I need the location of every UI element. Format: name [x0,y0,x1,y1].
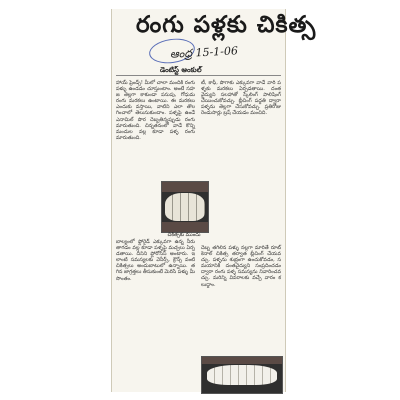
teeth-photo-after [201,356,283,394]
newspaper-clipping [111,9,317,392]
figure-caption: చికిత్సకు ముందు [167,232,201,238]
article-byline: డెంటిస్ట్ ఆంకుల్ [160,66,202,74]
body-column-lower-right: దెబ్బ తగిలిన పళ్ళు నల్లగా మారితే రూట్ కెనాల్ చికిత్స తర్వాత బ్లీచింగ్ చేయవచ్చు. పళ్ళను శుభ్రంగా ఉంచుకోవడం, సమయానికి దంతవైద్యుని సంప్రదించడం ద్వారా రంగు పళ్ళ సమస్యను నివారించవచ్చు. మరిన్ని వివరాలకు వచ్చే వారం కలుద్దాం. [201,245,281,288]
handwritten-date: ఆంధ్ర 15-1-06 [169,44,239,61]
body-column-right: టీ, కాఫీ, పొగాకు ఎక్కువగా వాడే వారి పళ్ళకు మరకలు ఏర్పడతాయి. దంతవైద్యుని సలహాతో స్కేలింగ్ పాలిషింగ్ చేయించుకోవచ్చు. బ్లీచింగ్ పద్ధతి ద్వారా పళ్ళను తెల్లగా చేసుకోవచ్చు. ప్రతిరోజు రెండుసార్లు బ్రష్ చేయడం మంచిది. [201,80,281,117]
teeth [207,365,277,385]
byline-rule [116,75,281,76]
body-column-left: హాయ్ ఫ్రెండ్స్! మీలో చాలా మందికి రంగు పళ్ళు ఉండడం చూస్తుంటాం. అంటే సహజ తెల్లగా కాకుండా పసుపు, గోధుమ రంగు మరకలు ఉంటాయి. ఈ మరకలు ఎందుకు వస్తాయి, వాటిని ఎలా తొలగించాలో తెలుసుకుందాం. పళ్ళపై ఉండే ఎనామిల్ పొర దెబ్బతిన్నప్పుడు రంగు మారుతుంది. చిన్నతనంలో వాడే కొన్ని మందుల వల్ల కూడా పళ్ళ రంగు మారుతుంది. [116,80,195,141]
body-column-lower-left: బాల్యంలో ఫ్లోరైడ్ ఎక్కువగా ఉన్న నీరు తాగడం వల్ల కూడా పళ్ళపై మచ్చలు ఏర్పడతాయి. దీనిని ఫ్లోరోసిస్ అంటారు. ఇలాంటి సమస్యలకు వెనీర్స్, క్రౌన్స్ వంటి చికిత్సలు అందుబాటులో ఉన్నాయి. తగిన జాగ్రత్తలు తీసుకుంటే మెరిసే పళ్ళు మీ సొంతం. [116,239,195,282]
upper-lip [202,357,282,364]
article-headline: రంగు పళ్లకు చికిత్స [136,11,317,38]
teeth [165,193,206,221]
